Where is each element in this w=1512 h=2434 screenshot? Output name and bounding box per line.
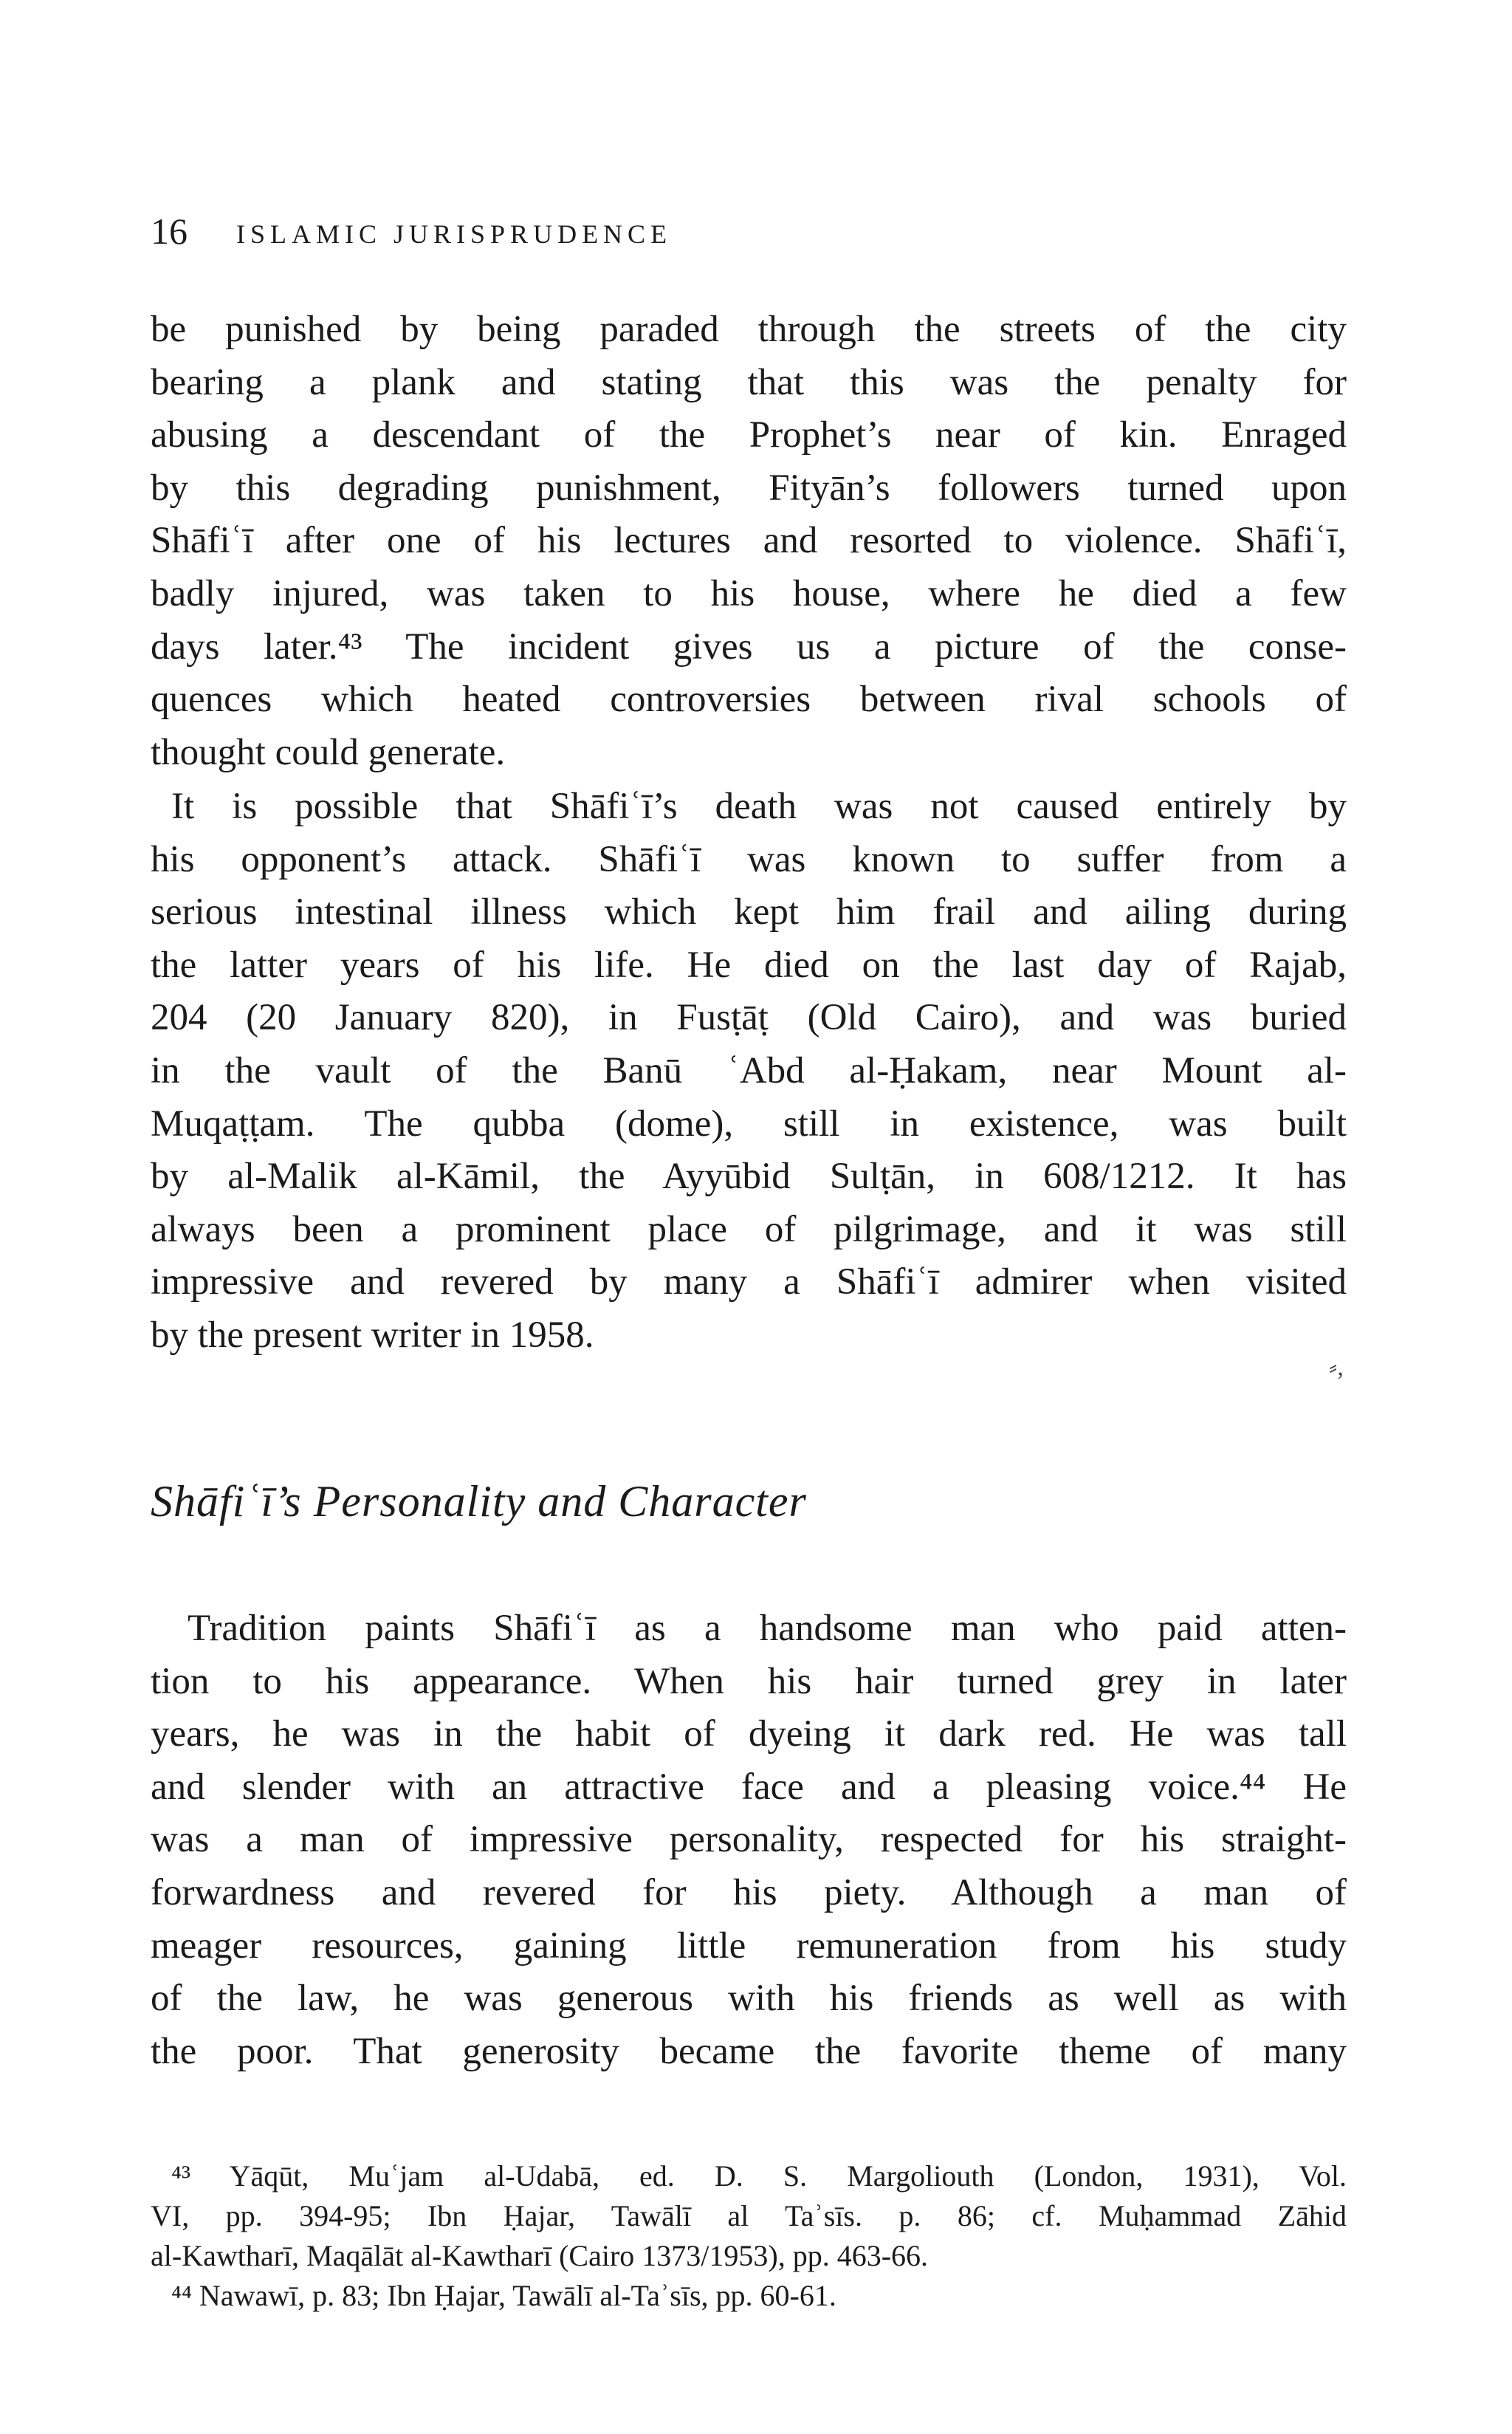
text-line: by this degrading punishment, Fityān’s followers turned upon — [151, 467, 1347, 509]
footnote-line: ⁴⁴ Nawawī, p. 83; Ibn Ḥajar, Tawālī al-Taʾsīs, pp. 60-61. — [171, 2279, 836, 2312]
text-line: the poor. That generosity became the favorite theme of many — [151, 2030, 1347, 2072]
page-number: 16 — [151, 210, 188, 252]
section-heading: Shāfiʿī’s Personality and Character — [151, 1477, 807, 1526]
text-line: always been a prominent place of pilgrimage, and it was still — [151, 1208, 1347, 1250]
text-line: meager resources, gaining little remuneration from his study — [151, 1924, 1347, 1967]
paragraph-1 — [151, 304, 1347, 779]
text-line: serious intestinal illness which kept him frail and ailing during — [151, 891, 1347, 933]
stray-pencil-mark: ⸗, — [1329, 1354, 1344, 1381]
footnote-line: VI, pp. 394-95; Ibn Ḥajar, Tawālī al Taʾsīs. p. 86; cf. Muḥammad Zāhid — [151, 2199, 1347, 2232]
footnote-line: ⁴³ Yāqūt, Muʿjam al-Udabā, ed. D. S. Margoliouth (London, 1931), Vol. — [171, 2159, 1347, 2193]
paragraph-3 — [151, 1602, 1347, 2078]
text-line: his opponent’s attack. Shāfiʿī was known to suffer from a — [151, 838, 1347, 880]
text-line: It is possible that Shāfiʿī’s death was not caused entirely by — [171, 786, 1347, 827]
text-line: days later.⁴³ The incident gives us a picture of the conse- — [151, 625, 1347, 668]
text-line: years, he was in the habit of dyeing it dark red. He was tall — [151, 1713, 1347, 1755]
text-line: tion to his appearance. When his hair turned grey in later — [151, 1660, 1347, 1702]
paragraph-2 — [151, 781, 1347, 1362]
footnotes — [151, 2156, 1347, 2316]
text-line: of the law, he was generous with his friends as well as with — [151, 1978, 1347, 2020]
text-line: the latter years of his life. He died on the last day of Rajab, — [151, 944, 1347, 986]
text-line: by al-Malik al-Kāmil, the Ayyūbid Sulṭān, in 608/1212. It has — [151, 1156, 1347, 1198]
text-line: quences which heated controversies between rival schools of — [151, 679, 1347, 721]
text-line: by the present writer in 1958. — [151, 1314, 594, 1356]
footnote-line: al-Kawtharī, Maqālāt al-Kawtharī (Cairo 1373/1953), pp. 463-66. — [151, 2239, 929, 2272]
text-line: 204 (20 January 820), in Fusṭāṭ (Old Cairo), and was buried — [151, 997, 1347, 1039]
running-title: ISLAMIC JURISPRUDENCE — [236, 219, 673, 249]
running-head — [151, 205, 1361, 257]
text-line: Tradition paints Shāfiʿī as a handsome man who paid atten- — [188, 1608, 1347, 1649]
text-line: Shāfiʿī after one of his lectures and resorted to violence. Shāfiʿī, — [151, 520, 1347, 562]
text-line: and slender with an attractive face and a pleasing voice.⁴⁴ He — [151, 1766, 1347, 1808]
text-line: forwardness and revered for his piety. Although a man of — [151, 1871, 1347, 1913]
text-line: impressive and revered by many a Shāfiʿī admirer when visited — [151, 1261, 1347, 1303]
text-line: in the vault of the Banū ʿAbd al-Ḥakam, near Mount al- — [151, 1049, 1347, 1091]
text-line: abusing a descendant of the Prophet’s near of kin. Enraged — [151, 414, 1347, 456]
text-line: badly injured, was taken to his house, where he died a few — [151, 572, 1347, 614]
text-line: was a man of impressive personality, respected for his straight- — [151, 1819, 1347, 1861]
text-line: Muqaṭṭam. The qubba (dome), still in existence, was built — [151, 1103, 1347, 1145]
text-line: bearing a plank and stating that this was the penalty for — [151, 361, 1347, 403]
text-line: thought could generate. — [151, 731, 506, 773]
text-line: be punished by being paraded through the streets of the city — [151, 309, 1347, 350]
